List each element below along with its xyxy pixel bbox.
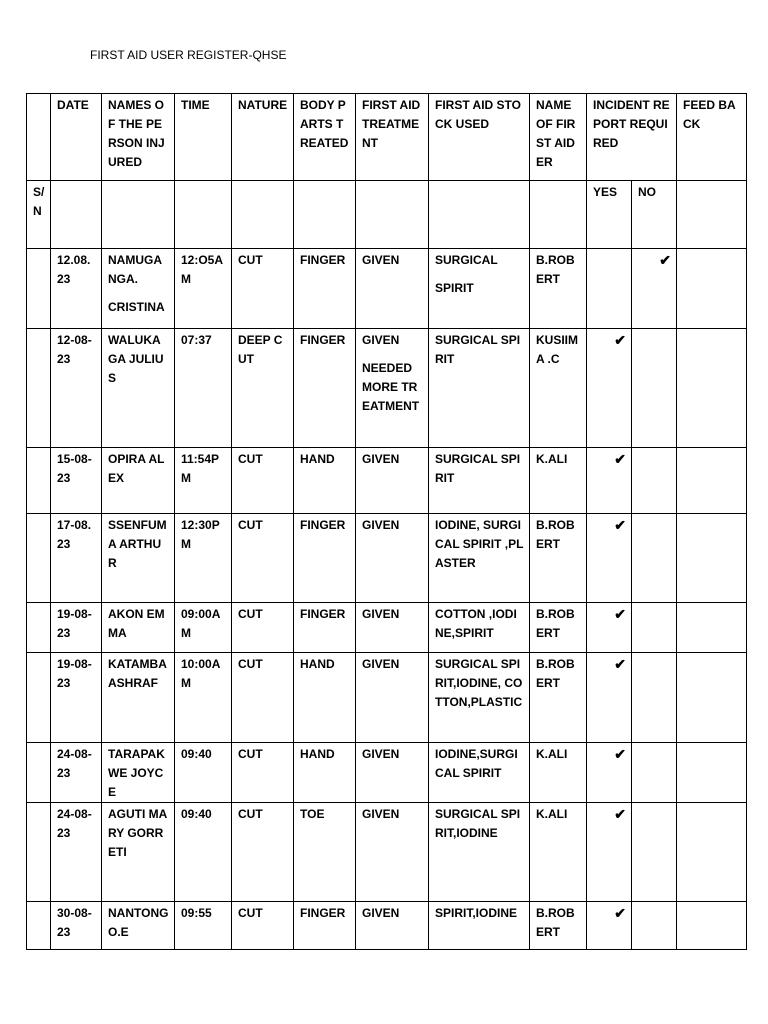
incident-yes-cell-text: ✔ (614, 746, 626, 762)
header-time: TIME (175, 94, 232, 181)
name-cell (102, 603, 175, 653)
feedback-cell (677, 803, 747, 902)
nature-cell-text: CUT (238, 657, 263, 671)
stock-cell-text: SURGICAL (435, 253, 498, 267)
treatment-cell (356, 249, 429, 329)
treatment-cell-text-extra: NEEDED MORE TREATMENT (362, 361, 420, 413)
treatment-cell-text: GIVEN (362, 607, 400, 621)
subheader-blank (429, 181, 530, 249)
subheader-blank (175, 181, 232, 249)
first-aider-cell-text: KUSIIMA .C (536, 333, 578, 366)
first-aider-cell (530, 329, 587, 448)
subheader-blank (677, 181, 747, 249)
body-part-cell (294, 902, 356, 950)
subheader-sn: S/N (27, 181, 51, 249)
subheader-row (27, 181, 747, 249)
incident-yes-cell (587, 249, 632, 329)
body-part-cell-text: HAND (300, 657, 335, 671)
time-cell (175, 329, 232, 448)
treatment-cell-text: GIVEN (362, 253, 400, 267)
body-part-cell (294, 743, 356, 803)
incident-yes-cell (587, 514, 632, 603)
incident-yes-cell-text: ✔ (614, 332, 626, 348)
time-cell (175, 603, 232, 653)
subheader-blank (102, 181, 175, 249)
stock-cell (429, 514, 530, 603)
nature-cell-text: CUT (238, 906, 263, 920)
header-date: DATE (51, 94, 102, 181)
body-part-cell (294, 514, 356, 603)
date-cell (51, 514, 102, 603)
treatment-cell (356, 329, 429, 448)
table-row (27, 448, 747, 514)
incident-yes-cell (587, 448, 632, 514)
date-cell (51, 743, 102, 803)
stock-cell (429, 603, 530, 653)
nature-cell (232, 653, 294, 743)
treatment-cell-text: GIVEN (362, 657, 400, 671)
subheader-blank (232, 181, 294, 249)
date-cell-text: 12.08.23 (57, 253, 91, 286)
date-cell-text: 24-08-23 (57, 747, 92, 780)
subheader-blank (356, 181, 429, 249)
nature-cell (232, 448, 294, 514)
header-treatment: FIRST AID TREATMENT (356, 94, 429, 181)
sn-cell (27, 603, 51, 653)
date-cell (51, 803, 102, 902)
table-row (27, 902, 747, 950)
incident-no-cell (632, 448, 677, 514)
nature-cell-text: CUT (238, 607, 263, 621)
incident-no-cell (632, 514, 677, 603)
treatment-cell (356, 653, 429, 743)
name-cell (102, 743, 175, 803)
incident-yes-cell-text: ✔ (614, 656, 626, 672)
stock-cell-text: IODINE, SURGICAL SPIRIT ,PLASTER (435, 518, 524, 570)
first-aid-register-table (26, 93, 747, 950)
sn-cell (27, 249, 51, 329)
first-aider-cell-text: B.ROBERT (536, 906, 575, 939)
treatment-cell (356, 603, 429, 653)
body-part-cell (294, 603, 356, 653)
table-row (27, 653, 747, 743)
treatment-cell (356, 803, 429, 902)
time-cell (175, 743, 232, 803)
time-cell (175, 448, 232, 514)
name-cell (102, 653, 175, 743)
header-first-aider: NAME OF FIRST AIDER (530, 94, 587, 181)
header-incident-report: INCIDENT REPORT REQUIRED (587, 94, 677, 181)
first-aider-cell (530, 902, 587, 950)
time-cell (175, 249, 232, 329)
stock-cell-text: SURGICAL SPIRIT (435, 333, 521, 366)
incident-yes-cell-text: ✔ (614, 606, 626, 622)
header-body-parts: BODY PARTS TREATED (294, 94, 356, 181)
name-cell-text: NANTONGO.E (108, 906, 169, 939)
incident-no-cell (632, 902, 677, 950)
date-cell (51, 603, 102, 653)
treatment-cell-text: GIVEN (362, 807, 400, 821)
name-cell-text: WALUKAGA JULIUS (108, 333, 164, 385)
treatment-cell (356, 448, 429, 514)
sn-cell (27, 803, 51, 902)
name-cell (102, 329, 175, 448)
first-aider-cell (530, 803, 587, 902)
incident-no-cell-text: ✔ (659, 252, 671, 268)
treatment-cell-text: GIVEN (362, 906, 400, 920)
body-part-cell (294, 249, 356, 329)
nature-cell-text: CUT (238, 253, 263, 267)
stock-cell-text: SURGICAL SPIRIT,IODINE, COTTON,PLASTIC (435, 657, 523, 709)
incident-yes-cell-text: ✔ (614, 806, 626, 822)
sn-cell (27, 653, 51, 743)
feedback-cell (677, 329, 747, 448)
first-aider-cell (530, 653, 587, 743)
header-stock: FIRST AID STOCK USED (429, 94, 530, 181)
sn-cell (27, 902, 51, 950)
nature-cell (232, 603, 294, 653)
nature-cell (232, 902, 294, 950)
first-aider-cell-text: K.ALI (536, 452, 568, 466)
first-aider-cell-text: K.ALI (536, 807, 568, 821)
nature-cell-text: CUT (238, 452, 263, 466)
feedback-cell (677, 448, 747, 514)
nature-cell-text: CUT (238, 807, 263, 821)
first-aider-cell-text: K.ALI (536, 747, 568, 761)
date-cell-text: 19-08-23 (57, 607, 92, 640)
first-aider-cell (530, 448, 587, 514)
time-cell (175, 803, 232, 902)
name-cell-text-extra: CRISTINA (108, 300, 165, 314)
stock-cell-text: SURGICAL SPIRIT,IODINE (435, 807, 521, 840)
incident-yes-cell (587, 603, 632, 653)
name-cell (102, 803, 175, 902)
table-row (27, 743, 747, 803)
subheader-blank (530, 181, 587, 249)
date-cell-text: 30-08-23 (57, 906, 92, 939)
incident-yes-cell-text: ✔ (614, 517, 626, 533)
nature-cell (232, 329, 294, 448)
name-cell-text: KATAMBA ASHRAF (108, 657, 167, 690)
nature-cell-text: DEEP CUT (238, 333, 283, 366)
treatment-cell-text: GIVEN (362, 747, 400, 761)
body-part-cell (294, 329, 356, 448)
date-cell-text: 17-08.23 (57, 518, 92, 551)
date-cell (51, 902, 102, 950)
first-aider-cell (530, 514, 587, 603)
incident-no-cell (632, 743, 677, 803)
time-cell (175, 902, 232, 950)
first-aider-cell (530, 743, 587, 803)
stock-cell (429, 803, 530, 902)
table-row (27, 249, 747, 329)
incident-yes-cell (587, 653, 632, 743)
subheader-no: NO (632, 181, 677, 249)
name-cell (102, 902, 175, 950)
header-name: NAMES OF THE PERSON INJURED (102, 94, 175, 181)
feedback-cell (677, 902, 747, 950)
body-part-cell-text: HAND (300, 747, 335, 761)
stock-cell-text: SPIRIT,IODINE (435, 906, 518, 920)
incident-yes-cell (587, 329, 632, 448)
treatment-cell (356, 514, 429, 603)
nature-cell (232, 803, 294, 902)
time-cell-text: 09:40 (181, 807, 212, 821)
first-aider-cell-text: B.ROBERT (536, 518, 575, 551)
stock-cell-text: SURGICAL SPIRIT (435, 452, 521, 485)
incident-yes-cell (587, 803, 632, 902)
time-cell (175, 514, 232, 603)
feedback-cell (677, 249, 747, 329)
stock-cell (429, 329, 530, 448)
date-cell (51, 653, 102, 743)
first-aider-cell-text: B.ROBERT (536, 253, 575, 286)
nature-cell (232, 249, 294, 329)
body-part-cell (294, 803, 356, 902)
stock-cell-text-extra: SPIRIT (435, 281, 474, 295)
subheader-blank (294, 181, 356, 249)
incident-no-cell (632, 803, 677, 902)
table-row (27, 514, 747, 603)
body-part-cell-text: TOE (300, 807, 325, 821)
nature-cell-text: CUT (238, 518, 263, 532)
name-cell-text: OPIRA ALEX (108, 452, 165, 485)
body-part-cell-text: HAND (300, 452, 335, 466)
first-aider-cell-text: B.ROBERT (536, 607, 575, 640)
treatment-cell-text: GIVEN (362, 518, 400, 532)
time-cell-text: 10:00AM (181, 657, 221, 690)
first-aider-cell (530, 603, 587, 653)
nature-cell (232, 743, 294, 803)
header-sn (27, 94, 51, 181)
time-cell-text: 09:55 (181, 906, 212, 920)
time-cell-text: 12:30PM (181, 518, 220, 551)
stock-cell (429, 249, 530, 329)
time-cell-text: 11:54PM (181, 452, 220, 485)
time-cell-text: 09:40 (181, 747, 212, 761)
stock-cell-text: IODINE,SURGICAL SPIRIT (435, 747, 518, 780)
name-cell-text: AGUTI MARY GORRETI (108, 807, 168, 859)
subheader-blank (51, 181, 102, 249)
date-cell (51, 249, 102, 329)
body-part-cell-text: FINGER (300, 906, 346, 920)
body-part-cell-text: FINGER (300, 253, 346, 267)
nature-cell-text: CUT (238, 747, 263, 761)
date-cell-text: 15-08-23 (57, 452, 92, 485)
date-cell-text: 24-08-23 (57, 807, 92, 840)
stock-cell (429, 743, 530, 803)
body-part-cell (294, 653, 356, 743)
body-part-cell (294, 448, 356, 514)
stock-cell (429, 653, 530, 743)
incident-no-cell (632, 653, 677, 743)
treatment-cell (356, 743, 429, 803)
name-cell (102, 448, 175, 514)
name-cell-text: AKON EMMA (108, 607, 165, 640)
time-cell-text: 12:O5AM (181, 253, 224, 286)
name-cell-text: NAMUGANGA. (108, 253, 162, 286)
treatment-cell (356, 902, 429, 950)
subheader-yes: YES (587, 181, 632, 249)
time-cell (175, 653, 232, 743)
header-row (27, 94, 747, 181)
incident-no-cell (632, 603, 677, 653)
table-row (27, 329, 747, 448)
name-cell (102, 249, 175, 329)
stock-cell-text: COTTON ,IODINE,SPIRIT (435, 607, 517, 640)
incident-yes-cell-text: ✔ (614, 905, 626, 921)
feedback-cell (677, 514, 747, 603)
name-cell-text: TARAPAKWE JOYCE (108, 747, 165, 799)
sn-cell (27, 448, 51, 514)
incident-yes-cell (587, 902, 632, 950)
date-cell-text: 19-08-23 (57, 657, 92, 690)
feedback-cell (677, 653, 747, 743)
date-cell (51, 329, 102, 448)
name-cell (102, 514, 175, 603)
sn-cell (27, 743, 51, 803)
sn-cell (27, 514, 51, 603)
date-cell-text: 12-08-23 (57, 333, 92, 366)
header-feedback: FEED BACK (677, 94, 747, 181)
name-cell-text: SSENFUMA ARTHUR (108, 518, 167, 570)
time-cell-text: 09:00AM (181, 607, 221, 640)
incident-no-cell (632, 249, 677, 329)
first-aider-cell (530, 249, 587, 329)
feedback-cell (677, 603, 747, 653)
time-cell-text: 07:37 (181, 333, 212, 347)
body-part-cell-text: FINGER (300, 607, 346, 621)
stock-cell (429, 902, 530, 950)
table-row (27, 803, 747, 902)
table-row (27, 603, 747, 653)
document-title: FIRST AID USER REGISTER-QHSE (90, 48, 287, 62)
date-cell (51, 448, 102, 514)
incident-yes-cell (587, 743, 632, 803)
treatment-cell-text: GIVEN (362, 333, 400, 347)
body-part-cell-text: FINGER (300, 518, 346, 532)
incident-no-cell (632, 329, 677, 448)
stock-cell (429, 448, 530, 514)
nature-cell (232, 514, 294, 603)
header-nature: NATURE (232, 94, 294, 181)
incident-yes-cell-text: ✔ (614, 451, 626, 467)
first-aider-cell-text: B.ROBERT (536, 657, 575, 690)
sn-cell (27, 329, 51, 448)
treatment-cell-text: GIVEN (362, 452, 400, 466)
feedback-cell (677, 743, 747, 803)
body-part-cell-text: FINGER (300, 333, 346, 347)
